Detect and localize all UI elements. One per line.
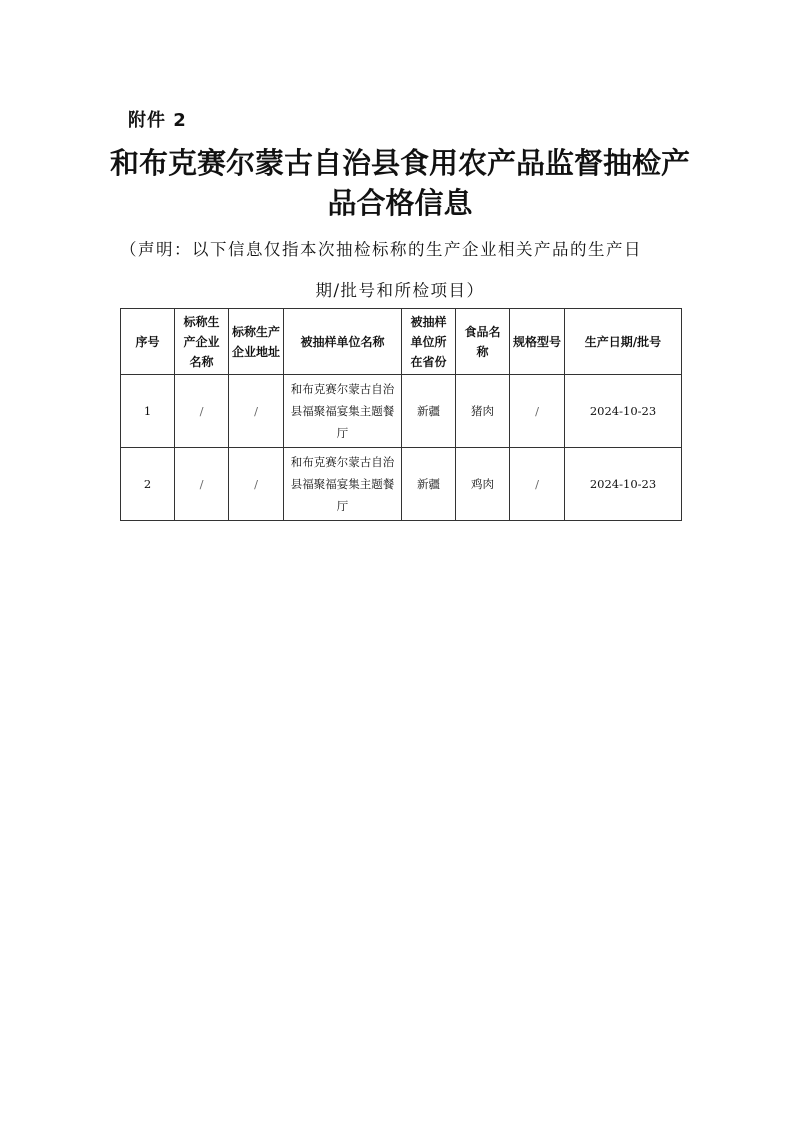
document-title-line-1: 和布克赛尔蒙古自治县食用农产品监督抽检产 [109,146,690,180]
cell-sampled-unit-name: 和布克赛尔蒙古自治县福聚福宴集主题餐厅 [284,448,402,521]
inspection-results-table [120,308,682,521]
cell-manufacturer-name: / [175,375,229,448]
table-row [121,375,682,448]
header-food-name: 食品名称 [456,309,510,375]
cell-production-date: 2024-10-23 [565,375,682,448]
header-sampled-unit-name: 被抽样单位名称 [284,309,402,375]
cell-manufacturer-address: / [229,448,284,521]
cell-food-name: 鸡肉 [456,448,510,521]
cell-manufacturer-address: / [229,375,284,448]
cell-production-date: 2024-10-23 [565,448,682,521]
header-production-date: 生产日期/批号 [565,309,682,375]
cell-province: 新疆 [402,448,456,521]
cell-province: 新疆 [402,375,456,448]
attachment-label: 附件 2 [128,110,187,131]
header-sampled-unit-province: 被抽样单位所在省份 [402,309,456,375]
header-spec-model: 规格型号 [510,309,565,375]
header-manufacturer-name: 标称生产企业名称 [175,309,229,375]
table-header-row [121,309,682,375]
statement-line-1: （声明：以下信息仅指本次抽检标称的生产企业相关产品的生产日 [120,240,642,259]
header-index: 序号 [121,309,175,375]
document-title-line-2: 品合格信息 [327,186,473,220]
cell-index: 2 [121,448,175,521]
statement-line-2: 期/批号和所检项目） [315,281,485,300]
cell-index: 1 [121,375,175,448]
table-row [121,448,682,521]
header-manufacturer-address: 标称生产企业地址 [229,309,284,375]
cell-food-name: 猪肉 [456,375,510,448]
cell-spec-model: / [510,448,565,521]
cell-spec-model: / [510,375,565,448]
cell-manufacturer-name: / [175,448,229,521]
cell-sampled-unit-name: 和布克赛尔蒙古自治县福聚福宴集主题餐厅 [284,375,402,448]
